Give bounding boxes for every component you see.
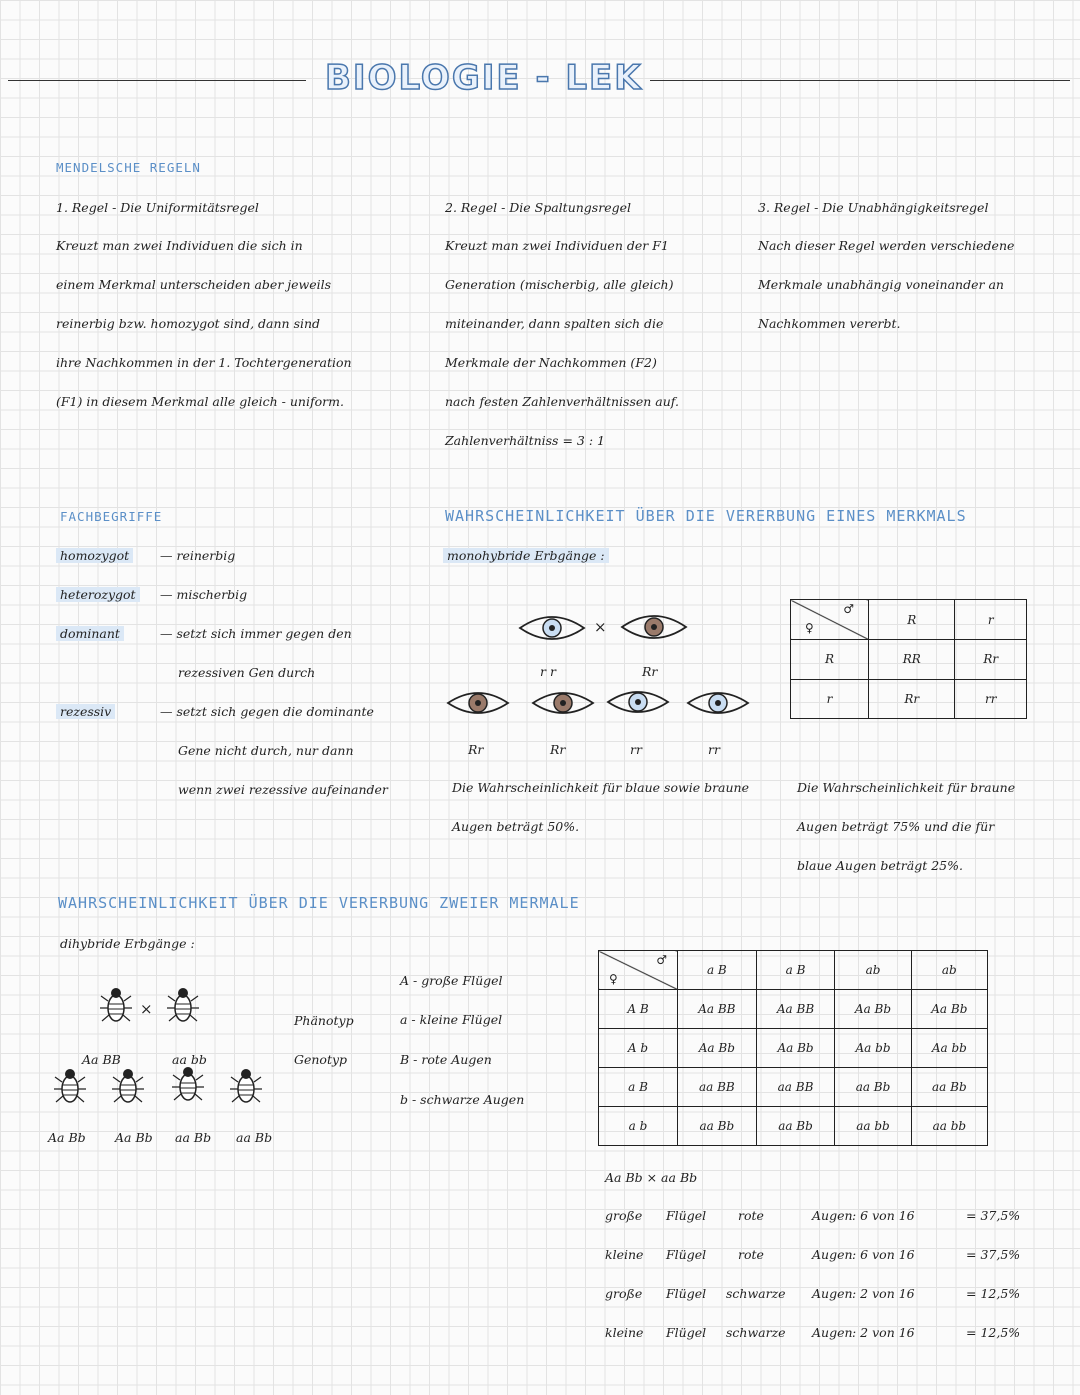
genotyp-label: Genotyp	[294, 1052, 348, 1067]
di-punnett-square	[598, 950, 988, 1146]
rule1-line: ihre Nachkommen in der 1. Tochtergeneration	[56, 355, 352, 370]
result-f: = 12,5%	[966, 1286, 1021, 1301]
di-punnett-cell: Aa Bb	[756, 1029, 835, 1068]
eye-icon-blue-parent	[520, 617, 584, 639]
mono-child-label-3: rr	[630, 742, 642, 757]
rule2-line: miteinander, dann spalten sich die	[445, 316, 664, 331]
eye-icon-brown-parent	[622, 616, 686, 638]
result-d: Augen	[812, 1208, 853, 1223]
term-definition: wenn zwei rezessive aufeinander	[178, 782, 388, 797]
di-punnett-cell: Aa Bb	[678, 1029, 757, 1068]
mono-child-label-1: Rr	[468, 742, 484, 757]
di-punnett-row-head: A b	[599, 1029, 678, 1068]
eye-icon-brown-child-1	[448, 693, 508, 713]
legend-item: B - rote Augen	[400, 1052, 492, 1067]
terms-heading: FACHBEGRIFFE	[60, 509, 163, 524]
fly-icon-child-2	[112, 1069, 144, 1102]
di-punnett-cell: aa Bb	[835, 1068, 911, 1107]
term-name: rezessiv	[56, 704, 115, 719]
term-definition: — reinerbig	[160, 548, 236, 563]
di-punnett-row-head: a b	[599, 1107, 678, 1146]
term-definition: — setzt sich gegen die dominante	[160, 704, 374, 719]
mono-punnett-row-head: R	[791, 640, 869, 680]
di-subheading: dihybride Erbgänge :	[60, 936, 195, 951]
di-child-label-4: aa Bb	[236, 1130, 273, 1145]
mono-text-right-2: Augen beträgt 75% und die für	[797, 819, 995, 834]
female-symbol-icon: ♀	[609, 972, 618, 986]
legend-item: b - schwarze Augen	[400, 1092, 525, 1107]
term-name: heterozygot	[56, 587, 140, 602]
fly-icon-parent-1	[100, 988, 132, 1021]
mono-punnett-cell: Rr	[869, 679, 955, 719]
di-cross-symbol: ×	[140, 1000, 153, 1018]
di-fly-diagram	[50, 980, 290, 1110]
mono-parent-label-1: r r	[540, 664, 556, 679]
di-punnett-corner	[599, 951, 678, 990]
rule2-line: Merkmale der Nachkommen (F2)	[445, 355, 657, 370]
result-e: : 2 von 16	[852, 1325, 915, 1340]
mono-text-left-2: Augen beträgt 50%.	[452, 819, 580, 834]
legend-item: a - kleine Flügel	[400, 1012, 503, 1027]
result-e: : 6 von 16	[852, 1208, 915, 1223]
di-punnett-row-head: A B	[599, 990, 678, 1029]
rule3-line: Merkmale unabhängig voneinander an	[758, 277, 1004, 292]
title-rule-right	[650, 80, 1070, 81]
term-definition: rezessiven Gen durch	[178, 665, 316, 680]
male-symbol-icon: ♂	[656, 953, 667, 967]
mono-punnett-col-head: r	[955, 600, 1027, 640]
di-cross-line: Aa Bb × aa Bb	[605, 1170, 698, 1185]
result-e: : 2 von 16	[852, 1286, 915, 1301]
result-c: schwarze	[726, 1325, 786, 1340]
female-symbol-icon: ♀	[805, 621, 814, 635]
di-punnett-cell: aa Bb	[911, 1068, 987, 1107]
result-f: = 37,5%	[966, 1247, 1021, 1262]
result-e: : 6 von 16	[852, 1247, 915, 1262]
result-c: schwarze	[726, 1286, 786, 1301]
mono-punnett-cell: RR	[869, 640, 955, 680]
result-d: Augen	[812, 1325, 853, 1340]
eye-icon-blue-child-3	[608, 692, 668, 712]
result-a: kleine	[605, 1325, 644, 1340]
mono-subheading: monohybride Erbgänge :	[443, 548, 609, 563]
rule2-line: nach festen Zahlenverhältnissen auf.	[445, 394, 679, 409]
result-a: große	[605, 1208, 643, 1223]
fly-icon-child-3	[172, 1067, 204, 1100]
di-punnett-cell: aa BB	[678, 1068, 757, 1107]
di-punnett-col-head: a B	[756, 951, 835, 990]
result-b: Flügel	[666, 1286, 707, 1301]
di-child-label-3: aa Bb	[175, 1130, 212, 1145]
result-f: = 12,5%	[966, 1325, 1021, 1340]
mono-punnett-row-head: r	[791, 679, 869, 719]
di-parent-label-1: Aa BB	[82, 1052, 121, 1067]
di-punnett-col-head: ab	[835, 951, 911, 990]
term-definition: — setzt sich immer gegen den	[160, 626, 352, 641]
term-definition: Gene nicht durch, nur dann	[178, 743, 354, 758]
mono-eye-diagram	[440, 600, 780, 730]
phenotyp-label: Phänotyp	[294, 1013, 354, 1028]
eye-icon-brown-child-2	[533, 693, 593, 713]
mono-parent-label-2: Rr	[642, 664, 658, 679]
term-name: homozygot	[56, 548, 133, 563]
page-title: BIOLOGIE - LEK	[325, 58, 643, 98]
rule1-line: reinerbig bzw. homozygot sind, dann sind	[56, 316, 321, 331]
di-punnett-cell: aa Bb	[678, 1107, 757, 1146]
mendel-heading: MENDELSCHE REGELN	[56, 160, 201, 175]
term-definition: — mischerbig	[160, 587, 248, 602]
rule1-title: 1. Regel - Die Uniformitätsregel	[56, 200, 259, 215]
result-d: Augen	[812, 1247, 853, 1262]
di-punnett-cell: Aa BB	[756, 990, 835, 1029]
fly-icon-child-1	[54, 1069, 86, 1102]
rule2-line: Kreuzt man zwei Individuen der F1	[445, 238, 669, 253]
di-punnett-row-head: a B	[599, 1068, 678, 1107]
term-name: dominant	[56, 626, 124, 641]
mono-punnett-col-head: R	[869, 600, 955, 640]
mono-cross-symbol: ×	[594, 618, 607, 636]
rule2-title: 2. Regel - Die Spaltungsregel	[445, 200, 631, 215]
mono-child-label-2: Rr	[550, 742, 566, 757]
rule2-line: Zahlenverhältniss = 3 : 1	[445, 433, 605, 448]
mono-punnett-corner	[791, 600, 869, 640]
rule1-line: Kreuzt man zwei Individuen die sich in	[56, 238, 303, 253]
rule3-title: 3. Regel - Die Unabhängigkeitsregel	[758, 200, 989, 215]
title-rule-left	[8, 80, 306, 81]
result-b: Flügel	[666, 1247, 707, 1262]
mono-child-label-4: rr	[708, 742, 720, 757]
mono-text-right-3: blaue Augen beträgt 25%.	[797, 858, 963, 873]
di-punnett-cell: Aa bb	[835, 1029, 911, 1068]
mono-punnett-cell: rr	[955, 679, 1027, 719]
di-punnett-cell: aa BB	[756, 1068, 835, 1107]
male-symbol-icon: ♂	[843, 602, 854, 616]
mono-text-right-1: Die Wahrscheinlichkeit für braune	[797, 780, 1016, 795]
result-a: große	[605, 1286, 643, 1301]
result-f: = 37,5%	[966, 1208, 1021, 1223]
rule2-line: Generation (mischerbig, alle gleich)	[445, 277, 674, 292]
mono-punnett-square	[790, 599, 1027, 719]
rule3-line: Nach dieser Regel werden verschiedene	[758, 238, 1015, 253]
mono-heading: WAHRSCHEINLICHKEIT ÜBER DIE VERERBUNG EINES MERKMALS	[445, 507, 967, 525]
di-punnett-cell: Aa Bb	[835, 990, 911, 1029]
mono-text-left-1: Die Wahrscheinlichkeit für blaue sowie braune	[452, 780, 749, 795]
di-punnett-col-head: a B	[678, 951, 757, 990]
di-child-label-2: Aa Bb	[115, 1130, 153, 1145]
di-punnett-cell: aa Bb	[756, 1107, 835, 1146]
di-heading: WAHRSCHEINLICHKEIT ÜBER DIE VERERBUNG ZWEIER MERMALE	[58, 894, 580, 912]
result-c: rote	[738, 1208, 764, 1223]
di-punnett-cell: Aa BB	[678, 990, 757, 1029]
mono-punnett-cell: Rr	[955, 640, 1027, 680]
di-punnett-cell: Aa bb	[911, 1029, 987, 1068]
rule1-line: (F1) in diesem Merkmal alle gleich - uniform.	[56, 394, 344, 409]
result-a: kleine	[605, 1247, 644, 1262]
fly-icon-parent-2	[167, 988, 199, 1021]
di-punnett-cell: aa bb	[911, 1107, 987, 1146]
result-b: Flügel	[666, 1208, 707, 1223]
di-parent-label-2: aa bb	[172, 1052, 207, 1067]
rule1-line: einem Merkmal unterscheiden aber jeweils	[56, 277, 332, 292]
di-punnett-cell: aa bb	[835, 1107, 911, 1146]
legend-item: A - große Flügel	[400, 973, 503, 988]
di-child-label-1: Aa Bb	[48, 1130, 86, 1145]
di-punnett-cell: Aa Bb	[911, 990, 987, 1029]
di-punnett-col-head: ab	[911, 951, 987, 990]
eye-icon-blue-child-4	[688, 693, 748, 713]
result-b: Flügel	[666, 1325, 707, 1340]
result-d: Augen	[812, 1286, 853, 1301]
rule3-line: Nachkommen vererbt.	[758, 316, 901, 331]
result-c: rote	[738, 1247, 764, 1262]
fly-icon-child-4	[230, 1069, 262, 1102]
